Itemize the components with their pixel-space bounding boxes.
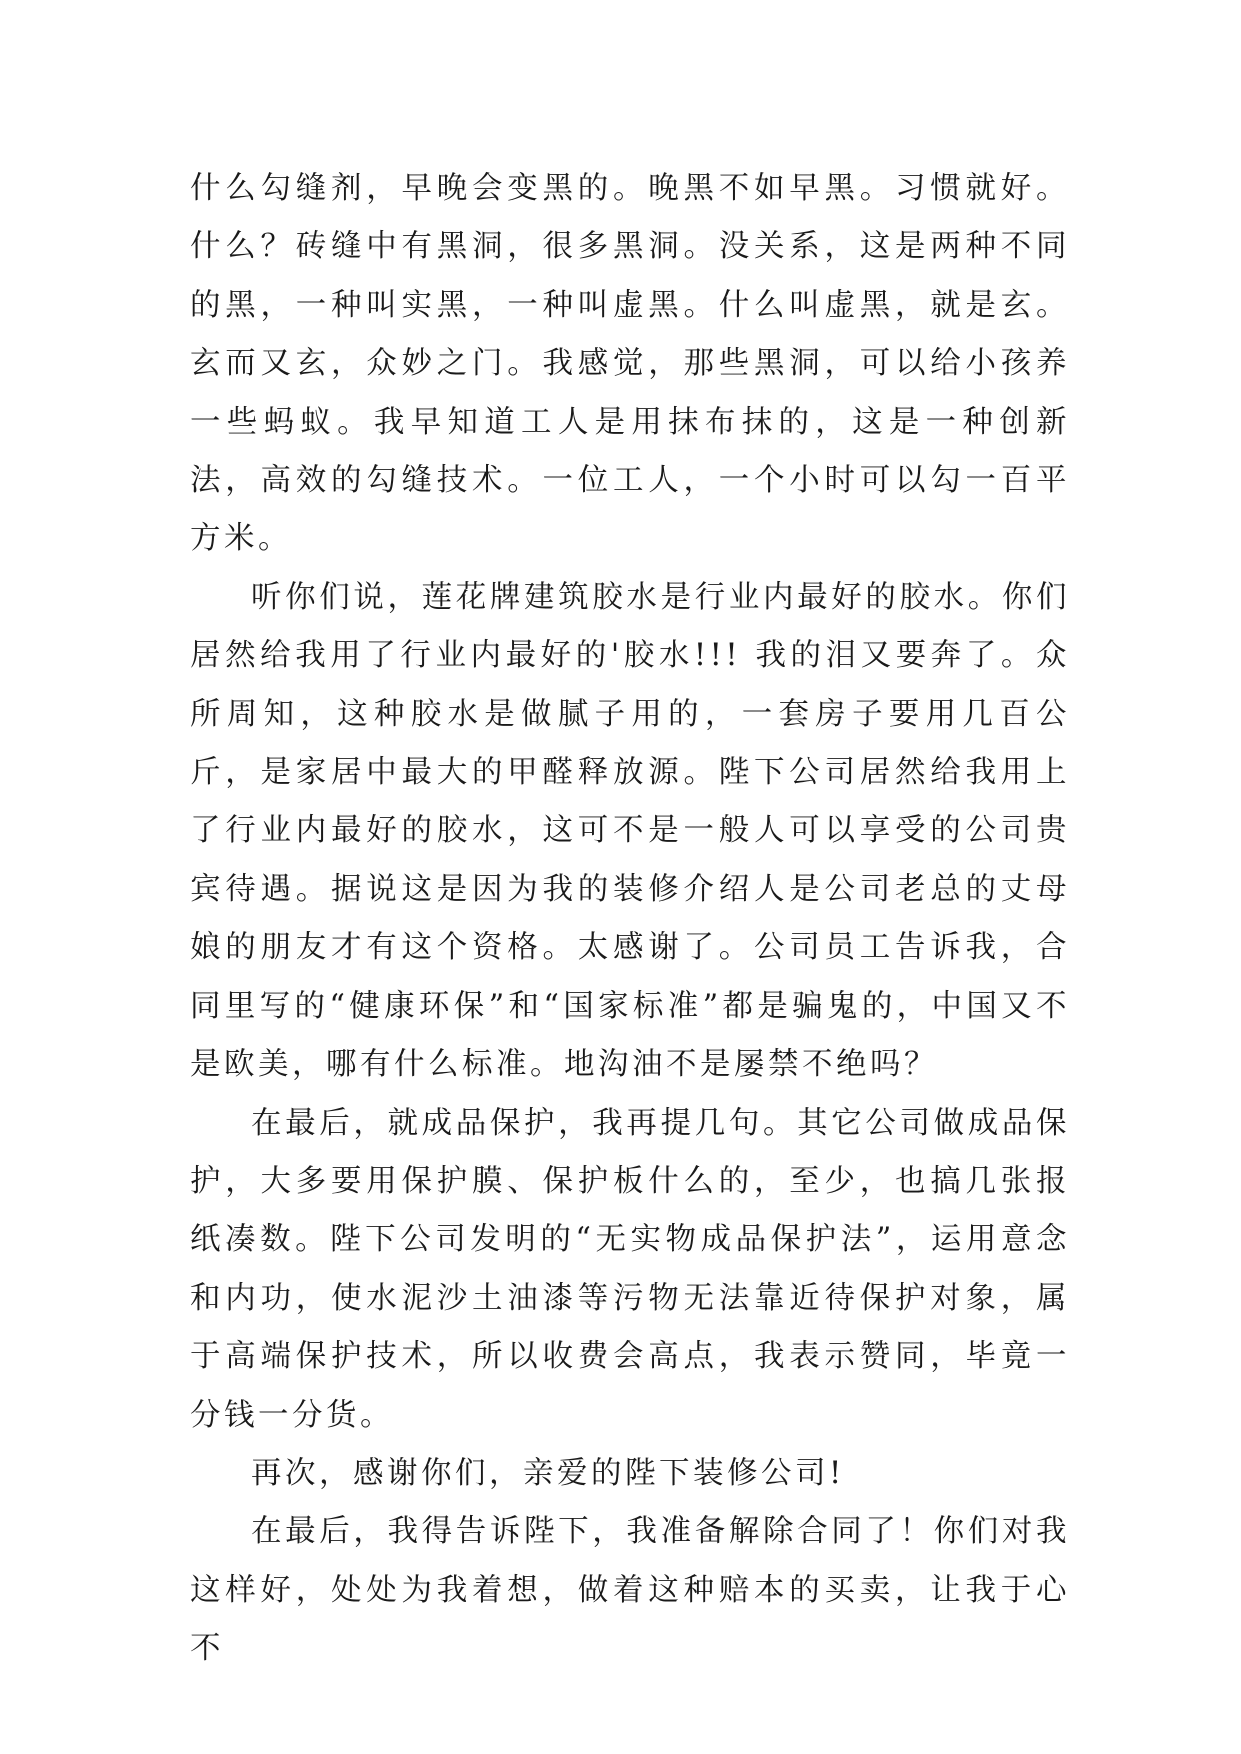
paragraph-4: 再次，感谢你们，亲爱的陛下装修公司! — [251, 1455, 845, 1491]
paragraph-5: 在最后，我得告诉陛下，我准备解除合同了！你们对我这样好，处处为我着想，做着这种赔本的买卖，让我于心不 — [190, 1514, 1070, 1667]
body-text — [190, 160, 1070, 1679]
paragraph-1: 什么勾缝剂，早晚会变黑的。晚黑不如早黑。习惯就好。什么？砖缝中有黑洞，很多黑洞。没关系，这是两种不同的黑，一种叫实黑，一种叫虚黑。什么叫虚黑，就是玄。玄而又玄，众妙之门。我感觉，那些黑洞，可以给小孩养一些蚂蚁。我早知道工人是用抹布抹的，这是一种创新法，高效的勾缝技术。一位工人，一个小时可以勾一百平方米。 — [190, 171, 1070, 557]
paragraph-2: 听你们说，莲花牌建筑胶水是行业内最好的胶水。你们居然给我用了行业内最好的'胶水!!! 我的泪又要奔了。众所周知，这种胶水是做腻子用的，一套房子要用几百公斤，是家居中最大的甲醛释放源。陛下公司居然给我用上了行业内最好的胶水，这可不是一般人可以享受的公司贵宾待遇。据说这是因为我的装修介绍人是公司老总的丈母娘的朋友才有这个资格。太感谢了。公司员工告诉我，合同里写的“健康环保”和“国家标准”都是骗鬼的，中国又不是欧美，哪有什么标准。地沟油不是屡禁不绝吗？ — [190, 579, 1070, 1083]
paragraph-3: 在最后，就成品保护，我再提几句。其它公司做成品保护，大多要用保护膜、保护板什么的，至少，也搞几张报纸凑数。陛下公司发明的“无实物成品保护法”，运用意念和内功，使水泥沙土油漆等污物无法靠近待保护对象，属于高端保护技术，所以收费会高点，我表示赞同，毕竟一分钱一分货。 — [190, 1105, 1070, 1433]
